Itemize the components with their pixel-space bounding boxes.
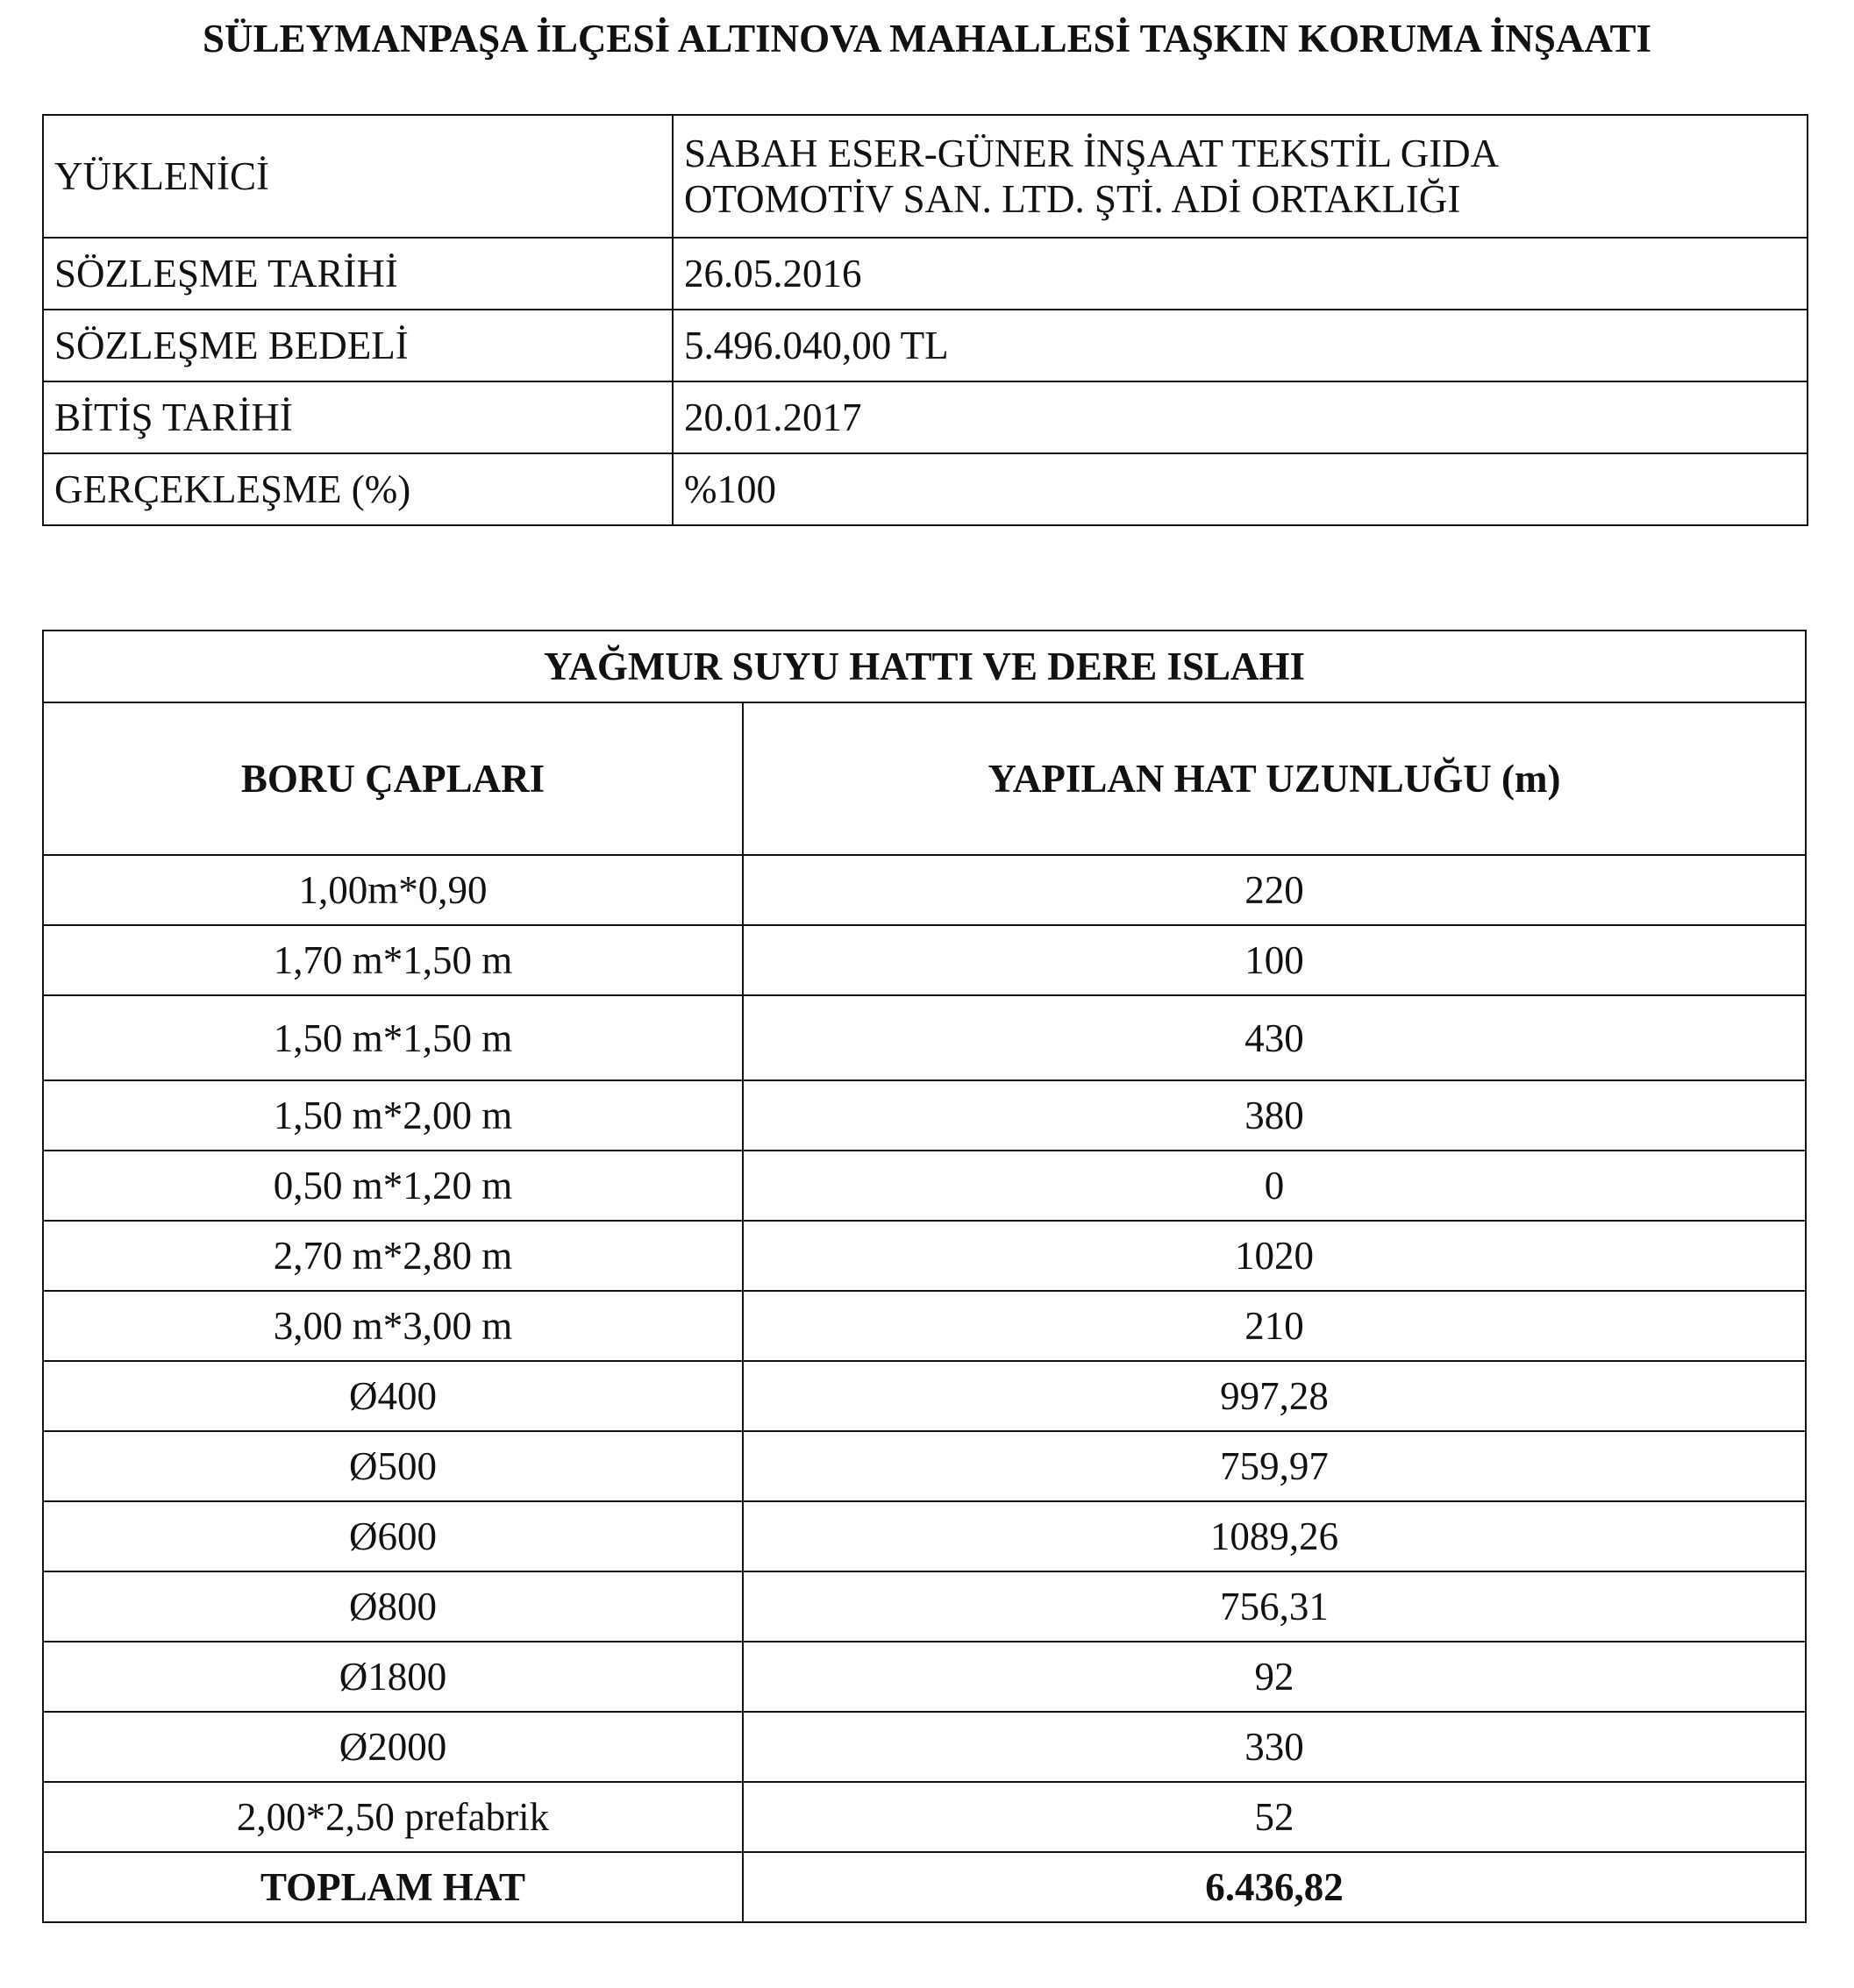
table-header-row	[43, 702, 1806, 855]
column-header-length: YAPILAN HAT UZUNLUĞU (m)	[743, 702, 1806, 855]
pipe-diameter-cell: Ø800	[43, 1571, 743, 1642]
line-length-cell: 92	[743, 1642, 1806, 1712]
table-row	[43, 1151, 1806, 1221]
table-row	[43, 1361, 1806, 1431]
table-row	[43, 995, 1806, 1080]
pipe-diameter-cell: Ø2000	[43, 1712, 743, 1782]
pipe-diameter-cell: Ø1800	[43, 1642, 743, 1712]
pipe-diameter-cell: 3,00 m*3,00 m	[43, 1291, 743, 1361]
table-row	[43, 1712, 1806, 1782]
pipe-diameter-cell: Ø400	[43, 1361, 743, 1431]
total-row	[43, 1852, 1806, 1922]
line-length-cell: 330	[743, 1712, 1806, 1782]
column-header-diameter: BORU ÇAPLARI	[43, 702, 743, 855]
pipe-diameter-cell: Ø600	[43, 1501, 743, 1571]
info-label: SÖZLEŞME TARİHİ	[43, 238, 673, 310]
table-row	[43, 1501, 1806, 1571]
line-length-cell: 759,97	[743, 1431, 1806, 1501]
table-row	[43, 1571, 1806, 1642]
table-row	[43, 1782, 1806, 1852]
line-length-cell: 756,31	[743, 1571, 1806, 1642]
total-value: 6.436,82	[743, 1852, 1806, 1922]
line-length-cell: 210	[743, 1291, 1806, 1361]
table-row	[43, 1291, 1806, 1361]
pipe-diameter-cell: 1,70 m*1,50 m	[43, 925, 743, 995]
table-row	[43, 1080, 1806, 1151]
info-label: BİTİŞ TARİHİ	[43, 381, 673, 453]
info-value: 20.01.2017	[673, 381, 1808, 453]
info-label: GERÇEKLEŞME (%)	[43, 453, 673, 525]
line-length-cell: 100	[743, 925, 1806, 995]
pipe-diameter-cell: 1,00m*0,90	[43, 855, 743, 925]
contractor-label: YÜKLENİCİ	[43, 115, 673, 238]
table-row	[43, 1642, 1806, 1712]
contractor-name-line1: SABAH ESER-GÜNER İNŞAAT TEKSTİL GIDA	[684, 132, 1500, 175]
contract-info-table	[42, 114, 1808, 526]
info-value: 26.05.2016	[673, 238, 1808, 310]
line-length-cell: 52	[743, 1782, 1806, 1852]
info-row-contractor	[43, 115, 1808, 238]
info-row-end-date	[43, 381, 1808, 453]
table-row	[43, 925, 1806, 995]
info-row-contract-amount	[43, 310, 1808, 381]
pipe-works-table	[42, 630, 1807, 1923]
pipe-diameter-cell: 2,00*2,50 prefabrik	[43, 1782, 743, 1852]
line-length-cell: 997,28	[743, 1361, 1806, 1431]
pipe-diameter-cell: 0,50 m*1,20 m	[43, 1151, 743, 1221]
line-length-cell: 220	[743, 855, 1806, 925]
section-title: YAĞMUR SUYU HATTI VE DERE ISLAHI	[43, 631, 1806, 702]
info-value: %100	[673, 453, 1808, 525]
table-row	[43, 855, 1806, 925]
pipe-diameter-cell: 1,50 m*1,50 m	[43, 995, 743, 1080]
table-row	[43, 1221, 1806, 1291]
total-label: TOPLAM HAT	[43, 1852, 743, 1922]
line-length-cell: 0	[743, 1151, 1806, 1221]
line-length-cell: 430	[743, 995, 1806, 1080]
line-length-cell: 380	[743, 1080, 1806, 1151]
page-title: SÜLEYMANPAŞA İLÇESİ ALTINOVA MAHALLESİ TAŞKIN KORUMA İNŞAATI	[202, 17, 1652, 61]
info-value: 5.496.040,00 TL	[673, 310, 1808, 381]
line-length-cell: 1089,26	[743, 1501, 1806, 1571]
info-row-completion	[43, 453, 1808, 525]
info-label: SÖZLEŞME BEDELİ	[43, 310, 673, 381]
pipe-diameter-cell: 1,50 m*2,00 m	[43, 1080, 743, 1151]
pipe-diameter-cell: Ø500	[43, 1431, 743, 1501]
line-length-cell: 1020	[743, 1221, 1806, 1291]
section-title-row	[43, 631, 1806, 702]
info-row-contract-date	[43, 238, 1808, 310]
table-row	[43, 1431, 1806, 1501]
pipe-diameter-cell: 2,70 m*2,80 m	[43, 1221, 743, 1291]
contractor-value	[673, 115, 1808, 238]
contractor-name-line2: OTOMOTİV SAN. LTD. ŞTİ. ADİ ORTAKLIĞI	[684, 177, 1461, 221]
